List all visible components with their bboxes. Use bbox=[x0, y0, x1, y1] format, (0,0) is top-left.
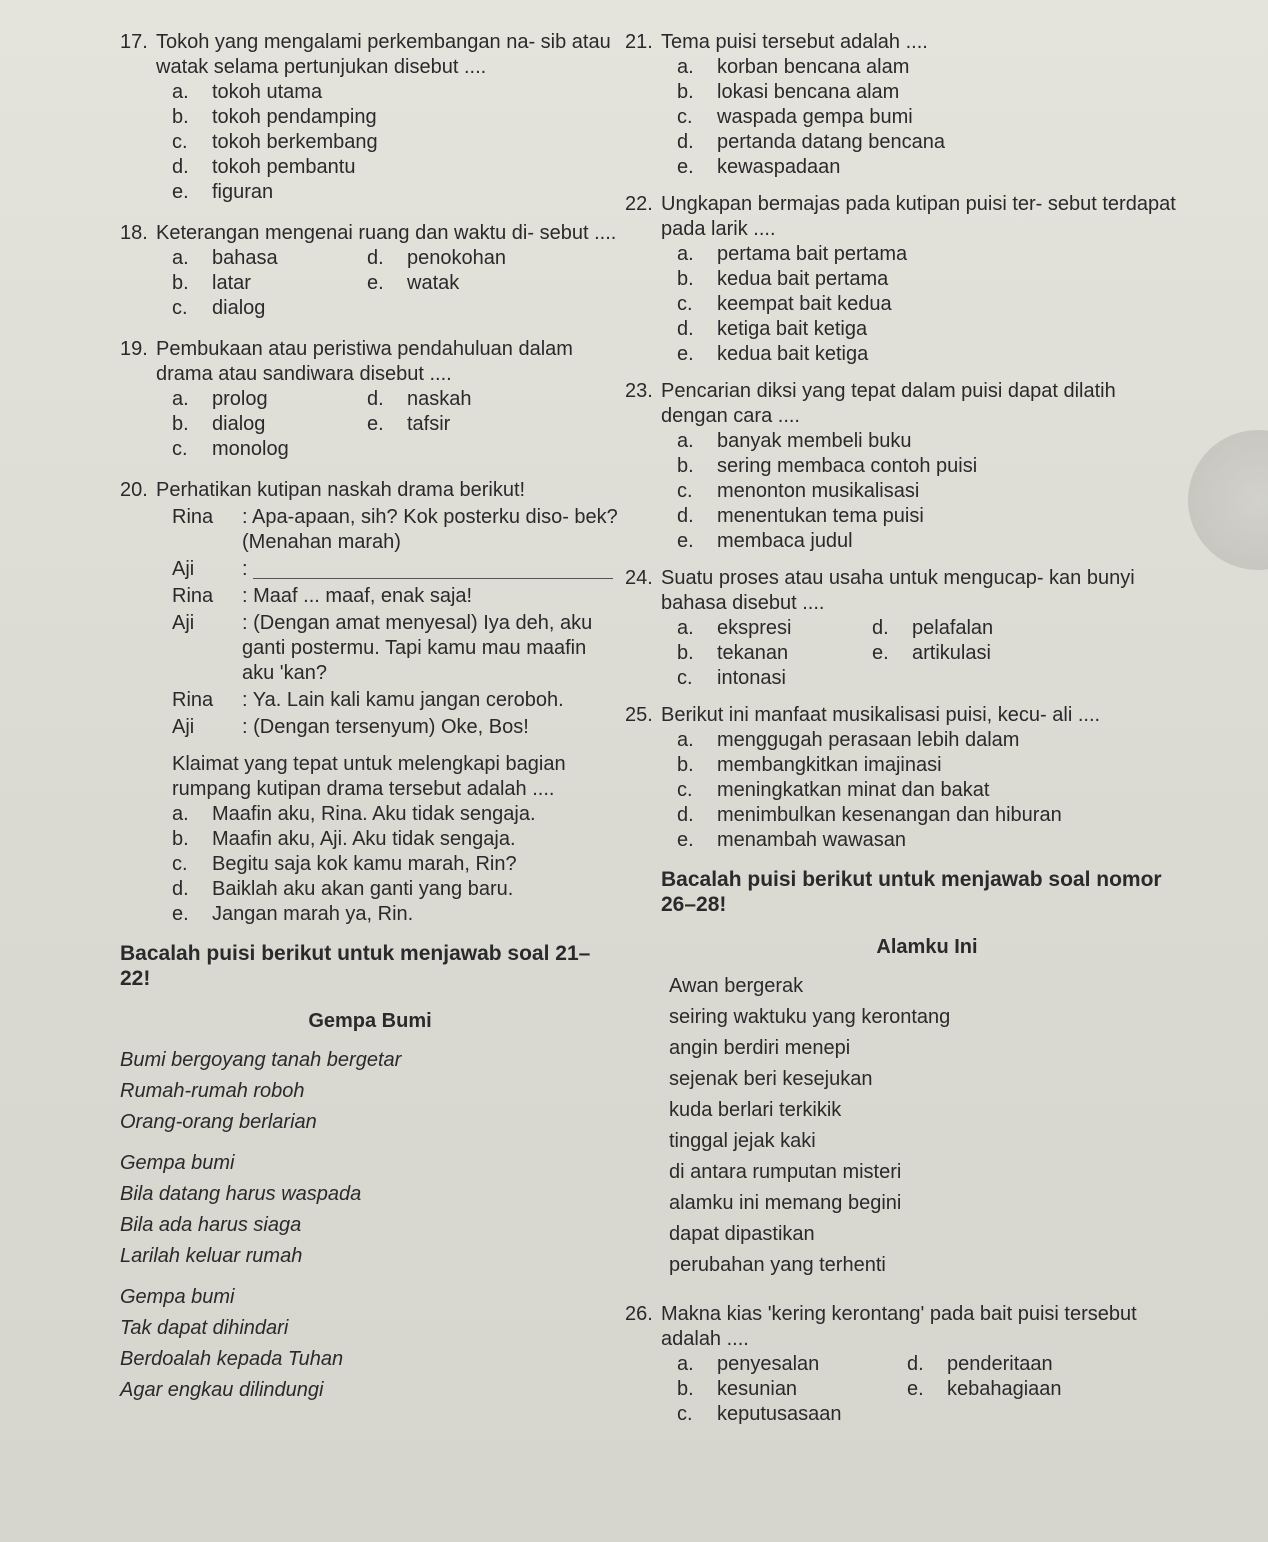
option: a. korban bencana alam bbox=[677, 56, 910, 78]
option: c. meningkatkan minat dan bakat bbox=[677, 779, 990, 801]
question-text: Pembukaan atau peristiwa pendahuluan dalam drama atau sandiwara disebut .... bbox=[156, 338, 573, 385]
question-17 bbox=[120, 30, 620, 205]
question-text: Suatu proses atau usaha untuk mengucap- kan bunyi bahasa disebut .... bbox=[661, 567, 1135, 614]
option: d. penderitaan bbox=[907, 1353, 1053, 1375]
option: d. menentukan tema puisi bbox=[677, 505, 924, 527]
option: b. kesunian bbox=[677, 1378, 798, 1400]
question-number: 22. bbox=[625, 193, 653, 215]
option: b. membangkitkan imajinasi bbox=[677, 754, 942, 776]
question-text: Pencarian diksi yang tepat dalam puisi dapat dilatih dengan cara .... bbox=[661, 380, 1116, 427]
option: a. bahasa bbox=[172, 247, 278, 269]
option: d. menimbulkan kesenangan dan hiburan bbox=[677, 804, 1062, 826]
question-text: Tokoh yang mengalami perkembangan na- sib atau watak selama pertunjukan disebut .... bbox=[156, 31, 611, 78]
option: b. sering membaca contoh puisi bbox=[677, 455, 978, 477]
poem-stanza-2: Gempa bumi Bila datang harus waspada Bila ada harus siaga Larilah keluar rumah bbox=[120, 1152, 362, 1267]
option: d. pertanda datang bencana bbox=[677, 131, 945, 153]
question-number: 19. bbox=[120, 338, 148, 360]
option: a. tokoh utama bbox=[172, 81, 323, 103]
poem-title: Gempa Bumi bbox=[308, 1010, 432, 1032]
option: a. pertama bait pertama bbox=[677, 243, 908, 265]
option: d. pelafalan bbox=[872, 617, 994, 639]
option: e. menambah wawasan bbox=[677, 829, 906, 851]
question-21 bbox=[625, 30, 1185, 180]
question-text: Perhatikan kutipan naskah drama berikut! bbox=[156, 479, 526, 501]
option: b. tokoh pendamping bbox=[172, 106, 377, 128]
poem-alamku-ini: Alamku Ini Awan bergerak seiring waktuku yang kerontang angin berdiri menepi sejenak beri kesejukan kuda berlari terkikik tinggal jejak kaki di antara rumputan misteri alamku ini memang begini dapat dipastikan perubahan yang terhenti bbox=[669, 935, 1185, 1278]
option: c. Begitu saja kok kamu marah, Rin? bbox=[172, 853, 517, 875]
option: d. Baiklah aku akan ganti yang baru. bbox=[172, 878, 514, 900]
option: c. keputusasaan bbox=[677, 1403, 842, 1425]
question-text: Berikut ini manfaat musikalisasi puisi, kecu- ali .... bbox=[661, 704, 1101, 726]
background-disc bbox=[1188, 430, 1268, 570]
poem-stanza-3: Gempa bumi Tak dapat dihindari Berdoalah kepada Tuhan Agar engkau dilindungi bbox=[120, 1286, 344, 1401]
instruction-21-22: Bacalah puisi berikut untuk menjawab soal 21–22! bbox=[120, 942, 591, 990]
drama-dialog bbox=[172, 505, 620, 740]
option: b. kedua bait pertama bbox=[677, 268, 889, 290]
option: c. dialog bbox=[172, 297, 266, 319]
question-number: 25. bbox=[625, 704, 653, 726]
poem-gempa-bumi bbox=[120, 1009, 620, 1403]
option: b. latar bbox=[172, 272, 251, 294]
option: c. keempat bait kedua bbox=[677, 293, 892, 315]
dialog-line: Rina : Ya. Lain kali kamu jangan ceroboh. bbox=[172, 689, 564, 711]
question-number: 18. bbox=[120, 222, 148, 244]
question-22 bbox=[625, 192, 1185, 367]
question-number: 23. bbox=[625, 380, 653, 402]
option: b. dialog bbox=[172, 413, 266, 435]
question-24 bbox=[625, 566, 1185, 691]
option: e. Jangan marah ya, Rin. bbox=[172, 903, 414, 925]
option: b. lokasi bencana alam bbox=[677, 81, 900, 103]
question-text: Tema puisi tersebut adalah .... bbox=[661, 31, 928, 53]
option: e. tafsir bbox=[367, 413, 451, 435]
option: d. tokoh pembantu bbox=[172, 156, 356, 178]
option: a. banyak membeli buku bbox=[677, 430, 912, 452]
option: a. Maafin aku, Rina. Aku tidak sengaja. bbox=[172, 803, 536, 825]
question-number: 21. bbox=[625, 31, 653, 53]
option: c. tokoh berkembang bbox=[172, 131, 378, 153]
question-number: 17. bbox=[120, 31, 148, 53]
question-prompt: Klaimat yang tepat untuk melengkapi bagian rumpang kutipan drama tersebut adalah .... bbox=[172, 753, 566, 800]
option: d. penokohan bbox=[367, 247, 506, 269]
option: a. ekspresi bbox=[677, 617, 792, 639]
blank-line bbox=[253, 560, 613, 579]
option: c. intonasi bbox=[677, 667, 786, 689]
question-25 bbox=[625, 703, 1185, 853]
option: e. membaca judul bbox=[677, 530, 853, 552]
option: e. kedua bait ketiga bbox=[677, 343, 869, 365]
option: e. kewaspadaan bbox=[677, 156, 841, 178]
option: a. menggugah perasaan lebih dalam bbox=[677, 729, 1020, 751]
option: a. prolog bbox=[172, 388, 268, 410]
option: e. kebahagiaan bbox=[907, 1378, 1062, 1400]
instruction-26-28: Bacalah puisi berikut untuk menjawab soal nomor 26–28! bbox=[661, 868, 1162, 916]
question-26 bbox=[625, 1302, 1185, 1427]
left-column bbox=[120, 30, 620, 1419]
poem-title: Alamku Ini bbox=[876, 936, 978, 958]
poem-stanza-1: Bumi bergoyang tanah bergetar Rumah-rumah roboh Orang-orang berlarian bbox=[120, 1049, 402, 1133]
dialog-line: Rina : Maaf ... maaf, enak saja! bbox=[172, 585, 473, 607]
question-19 bbox=[120, 337, 620, 462]
option: b. tekanan bbox=[677, 642, 789, 664]
question-18 bbox=[120, 221, 620, 321]
question-text: Keterangan mengenai ruang dan waktu di- sebut .... bbox=[156, 222, 617, 244]
question-text: Makna kias 'kering kerontang' pada bait puisi tersebut adalah .... bbox=[661, 1303, 1137, 1350]
question-20 bbox=[120, 478, 620, 927]
dialog-line: Aji : (Dengan tersenyum) Oke, Bos! bbox=[172, 716, 529, 738]
option: c. waspada gempa bumi bbox=[677, 106, 913, 128]
right-column bbox=[625, 30, 1185, 1433]
dialog-line-blank: Aji : bbox=[172, 557, 620, 582]
option: c. monolog bbox=[172, 438, 289, 460]
option: c. menonton musikalisasi bbox=[677, 480, 920, 502]
option: b. Maafin aku, Aji. Aku tidak sengaja. bbox=[172, 828, 516, 850]
option: e. figuran bbox=[172, 181, 274, 203]
question-23 bbox=[625, 379, 1185, 554]
option: e. watak bbox=[367, 272, 460, 294]
option: e. artikulasi bbox=[872, 642, 991, 664]
question-number: 24. bbox=[625, 567, 653, 589]
dialog-line: Aji : (Dengan amat menyesal) Iya deh, aku ganti postermu. Tapi kamu mau maafin aku 'kan? bbox=[172, 612, 593, 684]
option: d. ketiga bait ketiga bbox=[677, 318, 868, 340]
option: a. penyesalan bbox=[677, 1353, 820, 1375]
question-text: Ungkapan bermajas pada kutipan puisi ter- sebut terdapat pada larik .... bbox=[661, 193, 1176, 240]
question-number: 26. bbox=[625, 1303, 653, 1325]
question-number: 20. bbox=[120, 479, 148, 501]
dialog-line: Rina : Apa-apaan, sih? Kok posterku diso- bek? (Menahan marah) bbox=[172, 506, 618, 553]
option: d. naskah bbox=[367, 388, 472, 410]
